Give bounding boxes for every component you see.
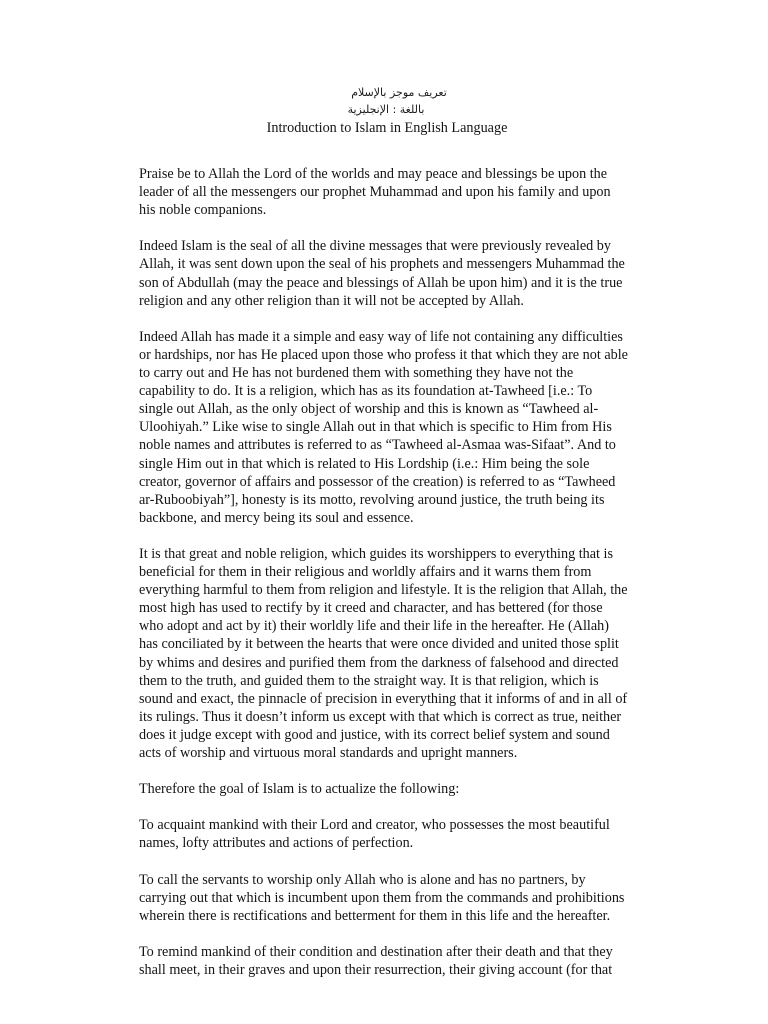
paragraph-goal-remind: To remind mankind of their condition and destination after their death and that they shall meet, in their graves and upon their resurrection, their giving account (for that <box>139 944 613 979</box>
paragraph-goal-intro: Therefore the goal of Islam is to actualize the following: <box>139 781 460 798</box>
paragraph-tawheed: Indeed Allah has made it a simple and easy way of life not containing any difficulties or hardships, nor has He placed upon those who profess it that which they are not able to carry out and He has not burdened them with something they have not the capability to do. It is a religion, which has as its foundation at-Tawheed [i.e.: To single out Allah, as the only object of worship and this is known as “Tawheed al- Uloohiyah.” Like wise to single Allah out in that which is specific to Him from His noble names and attributes is referred to as “Tawheed al-Asmaa was-Sifaat”. And to single Him out in that which is related to His Lordship (i.e.: Him being the sole creator, governor of affairs and possessor of the creation) is referred to as “Tawheed ar-Ruboobiyah”], honesty is its motto, revolving around justice, the truth being its backbone, and mercy being its soul and essence. <box>139 328 628 526</box>
paragraph-praise: Praise be to Allah the Lord of the worlds and may peace and blessings be upon the leader of all the messengers our prophet Muhammad and upon his family and upon his noble companions. <box>139 166 611 219</box>
document-title: Introduction to Islam in English Language <box>266 120 508 136</box>
paragraph-seal-of-messages: Indeed Islam is the seal of all the divine messages that were previously revealed by Allah, it was sent down upon the seal of his prophets and messengers Muhammad the son of Abdullah (may the peace and blessings of Allah be upon him) and it is the true religion and any other religion than it will not be accepted by Allah. <box>139 238 625 309</box>
document-header <box>0 84 768 137</box>
arabic-title: تعريف موجز بالإسلام <box>351 86 447 99</box>
paragraph-goal-worship: To call the servants to worship only Allah who is alone and has no partners, by carrying out that which is incumbent upon them from the commands and prohibitions wherein there is rectifications and betterment for them in this life and the hereafter. <box>139 871 625 924</box>
paragraph-noble-religion: It is that great and noble religion, which guides its worshippers to everything that is beneficial for them in their religious and worldly affairs and it warns them from everything harmful to them from religion and lifestyle. It is the religion that Allah, the most high has used to rectify by it creed and character, and has bettered (for those who adopt and act by it) their worldly life and their life in the hereafter. He (Allah) has conciliated by it between the hearts that were once divided and united those split by whims and desires and purified them from the darkness of falsehood and directed them to the truth, and guided them to the straight way. It is that religion, which is sound and exact, the pinnacle of precision in everything that it informs of and in all of its rulings. Thus it doesn’t inform us except with that which is correct as true, neither does it judge except with good and justice, with its correct belief system and sound acts of worship and virtuous moral standards and upright manners. <box>139 545 628 761</box>
paragraph-goal-acquaint: To acquaint mankind with their Lord and creator, who possesses the most beautiful names, lofty attributes and actions of perfection. <box>139 817 610 852</box>
arabic-subtitle: باللغة : الإنجليزية <box>347 103 425 116</box>
document-body <box>139 165 639 997</box>
